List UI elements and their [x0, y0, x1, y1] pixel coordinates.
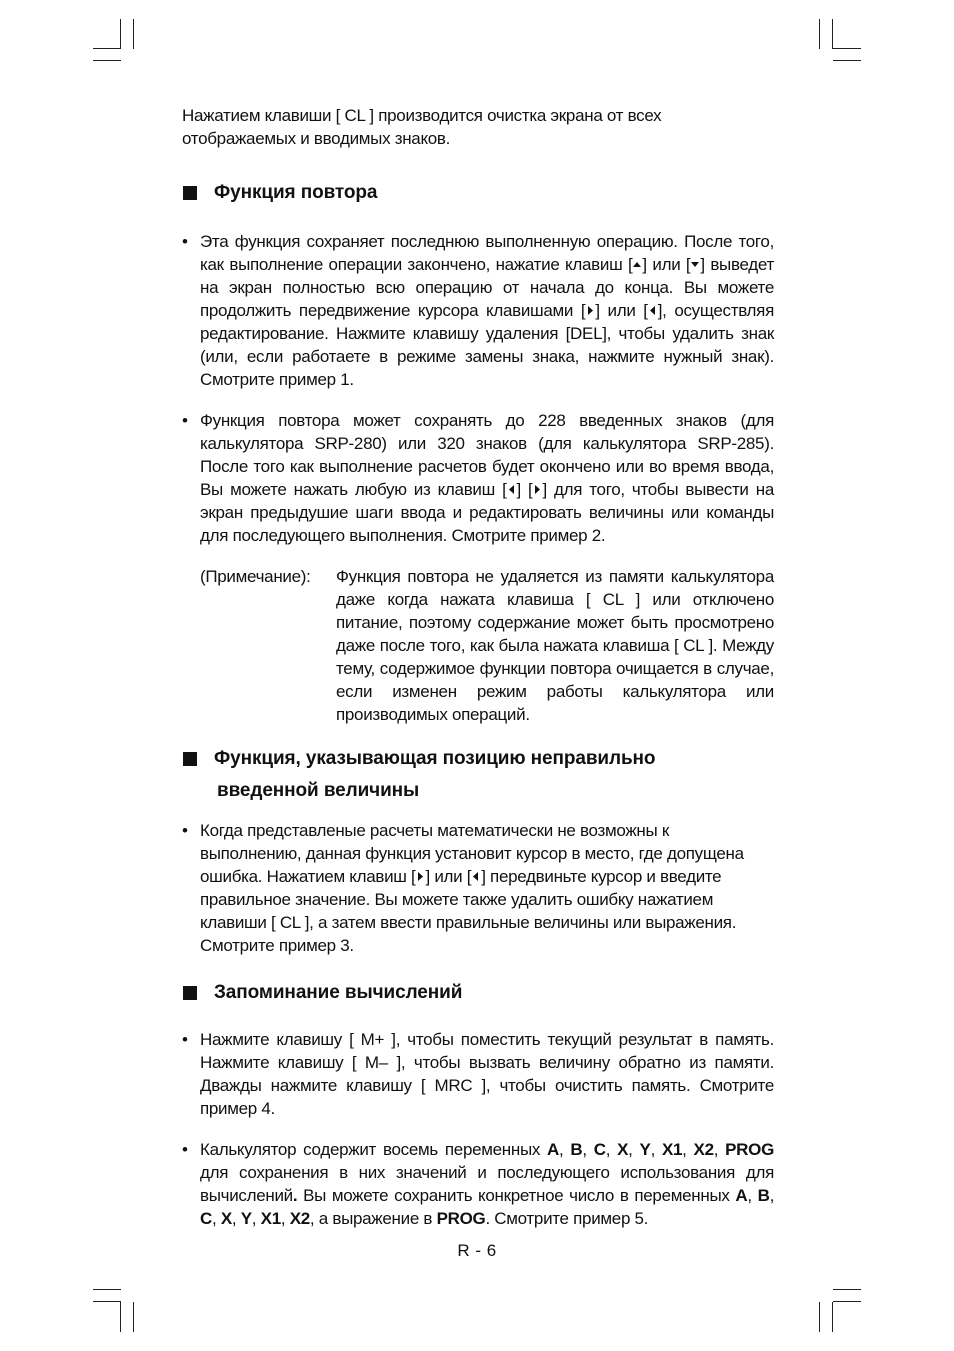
right-arrow-icon: [415, 870, 425, 883]
crop-mark: [833, 1301, 861, 1302]
crop-mark: [133, 1302, 134, 1332]
variable-name: PROG: [725, 1140, 774, 1159]
crop-mark: [133, 19, 134, 49]
variable-name: B: [757, 1186, 770, 1205]
section-title: Запоминание вычислений: [214, 982, 463, 1003]
left-arrow-icon: [648, 304, 658, 317]
variable-name: PROG: [436, 1209, 486, 1228]
square-bullet-icon: [183, 986, 197, 1000]
crop-mark: [833, 48, 861, 49]
variable-name: X2: [289, 1209, 310, 1228]
variable-name: A: [547, 1140, 560, 1159]
crop-mark: [832, 19, 833, 49]
bullet-dot-icon: •: [182, 821, 188, 840]
crop-mark: [819, 1302, 820, 1332]
note-text: Функция повтора не удаляется из памяти калькулятора даже когда нажата клавиша [ CL ] или отключено питание, поэтому содержание может быть просмотрено даже после того, как была нажата клавиша [ CL ]. Между тему, содержимое функции повтора очищается в случае, если изменен режим работы калькулятора или производимых операций.: [336, 567, 774, 724]
section-heading-memory: [182, 977, 774, 1009]
intro-paragraph: Нажатием клавиши [ CL ] производится очистка экрана от всех отображаемых и вводимых знаков.: [182, 106, 662, 148]
bullet-dot-icon: •: [182, 1140, 188, 1159]
crop-mark: [93, 1301, 121, 1302]
bullet-paragraph: • Эта функция сохраняет последнюю выполненную операцию. После того, как выполнение операции закончено, нажатие клавиш [ ] или [ ] выведет на экран полностью всю операцию от начала до конца. Вы можете продолжить передвижение курсора клавишами [ ] или [ ], осуществляя редактирование. Нажмите клавишу удаления [DEL], чтобы удалить знак (или, если работаете в режиме замены знака, нажмите нужный знак). Смотрите пример 1.: [182, 232, 774, 389]
crop-mark: [833, 60, 861, 61]
section-title: Функция повтора: [214, 182, 378, 203]
bullet-dot-icon: •: [182, 232, 188, 251]
crop-mark: [93, 48, 121, 49]
down-arrow-icon: [690, 258, 700, 271]
variable-name: A: [735, 1186, 748, 1205]
crop-mark: [93, 60, 121, 61]
variable-name: C: [593, 1140, 606, 1159]
crop-mark: [819, 19, 820, 49]
crop-mark: [120, 19, 121, 49]
up-arrow-icon: [632, 258, 642, 271]
square-bullet-icon: [183, 186, 197, 200]
section-title-continued: введенной величины: [217, 780, 420, 801]
variable-name: X: [220, 1209, 232, 1228]
left-arrow-icon: [471, 870, 481, 883]
bullet-paragraph: • Нажмите клавишу [ M+ ], чтобы поместить текущий результат в память. Нажмите клавишу [ M– ], чтобы вызвать величину обратно из памяти. Дважды нажмите клавишу [ MRC ], чтобы очистить память. Смотрите пример 4.: [182, 1030, 774, 1118]
section-heading-error-position: [182, 743, 774, 807]
bullet-paragraph: • Функция повтора может сохранять до 228 введенных знаков (для калькулятора SRP-280) или 320 знаков (для калькулятора SRP-285). После того как выполнение расчетов будет окончено или во время ввода, Вы можете нажать любую из клавиш [ ] [ ] для того, чтобы вывести на экран предыдушие шаги ввода и редактировать величины или команды для последующего выполнения. Смотрите пример 2.: [182, 411, 774, 545]
right-arrow-icon: [532, 483, 542, 496]
variable-name: X1: [260, 1209, 281, 1228]
variable-name: Y: [240, 1209, 252, 1228]
left-arrow-icon: [507, 483, 517, 496]
bullet-paragraph: • Калькулятор содержит восемь переменных A, B, C, X, Y, X1, X2, PROG для сохранения в них значений и последующего использования для вычислений. Вы можете сохранить конкретное число в переменных A, B, C, X, Y, X1, X2, а выражение в PROG. Смотрите пример 5.: [182, 1140, 774, 1228]
page-content: [182, 104, 774, 1230]
bullet-paragraph: • Когда представленые расчеты математически не возможны к выполнению, данная функция установит курсор в место, где допущена ошибка. Нажатием клавиш [ ] или [ ] передвиньте курсор и введите правильное значение. Вы можете также удалить ошибку нажатием клавиши [ CL ], а затем ввести правильные величины или выражения. Смотрите пример 3.: [182, 821, 744, 955]
variable-name: X2: [693, 1140, 714, 1159]
variable-name: X: [617, 1140, 629, 1159]
page-number: R - 6: [457, 1241, 497, 1260]
note-block: [200, 565, 774, 726]
variable-name: B: [570, 1140, 583, 1159]
crop-mark: [93, 1289, 121, 1290]
square-bullet-icon: [183, 752, 197, 766]
bullet-dot-icon: •: [182, 1030, 188, 1049]
variable-name: Y: [639, 1140, 651, 1159]
variable-name: X1: [661, 1140, 683, 1159]
note-label: (Примечание):: [200, 567, 311, 586]
crop-mark: [833, 1289, 861, 1290]
variable-name: C: [200, 1209, 212, 1228]
section-heading-repeat: [182, 177, 774, 209]
crop-mark: [120, 1302, 121, 1332]
crop-mark: [832, 1302, 833, 1332]
right-arrow-icon: [585, 304, 595, 317]
bullet-dot-icon: •: [182, 411, 188, 430]
section-title: Функция, указывающая позицию неправильно: [214, 748, 656, 769]
